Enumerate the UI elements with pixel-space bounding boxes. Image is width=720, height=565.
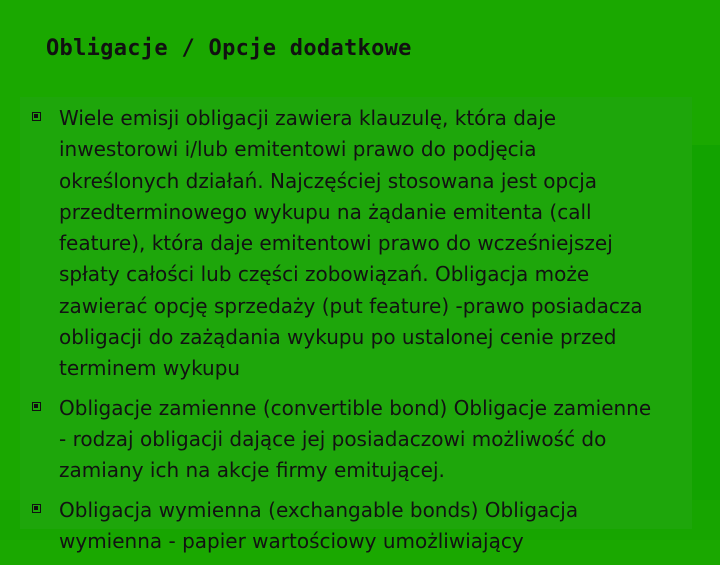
background-stripe-right <box>690 145 720 540</box>
bullet-text-line: Wiele emisji obligacji zawiera klauzulę, która daje <box>59 106 557 130</box>
bullet-text-line: określonych działań. Najczęściej stosowana jest opcja <box>59 168 598 193</box>
bullet-list <box>30 103 690 565</box>
bullet-text-line: zawierać opcję sprzedaży (put feature) -prawo posiadacza <box>59 293 643 318</box>
bullet-text-line: Obligacje zamienne (convertible bond) Obligacje zamienne <box>59 395 652 420</box>
bullet-square-icon <box>32 112 41 121</box>
content-box <box>20 97 692 553</box>
bullet-text-line: zamiany ich na akcje firmy emitującej. <box>59 458 445 483</box>
bullet-square-icon <box>32 504 41 513</box>
bullet-text-line: wymienna - papier wartościowy umożliwiający <box>59 528 524 553</box>
bullet-item-call-put <box>30 103 690 385</box>
bullet-text-line: - rodzaj obligacji dające jej posiadaczowi możliwość do <box>59 426 607 451</box>
bullet-text-line: przedterminowego wykupu na żądanie emitenta (call <box>59 199 592 224</box>
bullet-item-convertible <box>30 393 690 487</box>
bullet-text-line: obligacji do zażądania wykupu po ustalonej cenie przed <box>59 325 617 350</box>
bullet-text-line: feature), która daje emitentowi prawo do wcześniejszej <box>59 231 613 256</box>
slide-title: Obligacje / Opcje dodatkowe <box>46 36 412 61</box>
bullet-item-exchangeable <box>30 495 690 558</box>
bullet-square-icon <box>32 402 41 411</box>
bullet-text-line: Obligacja wymienna (exchangable bonds) Obligacja <box>59 497 579 522</box>
bullet-text-line: spłaty całości lub części zobowiązań. Obligacja może <box>59 262 590 287</box>
bullet-text-line: terminem wykupu <box>59 356 241 381</box>
bullet-text-line: inwestorowi i/lub emitentowi prawo do podjęcia <box>59 137 537 162</box>
